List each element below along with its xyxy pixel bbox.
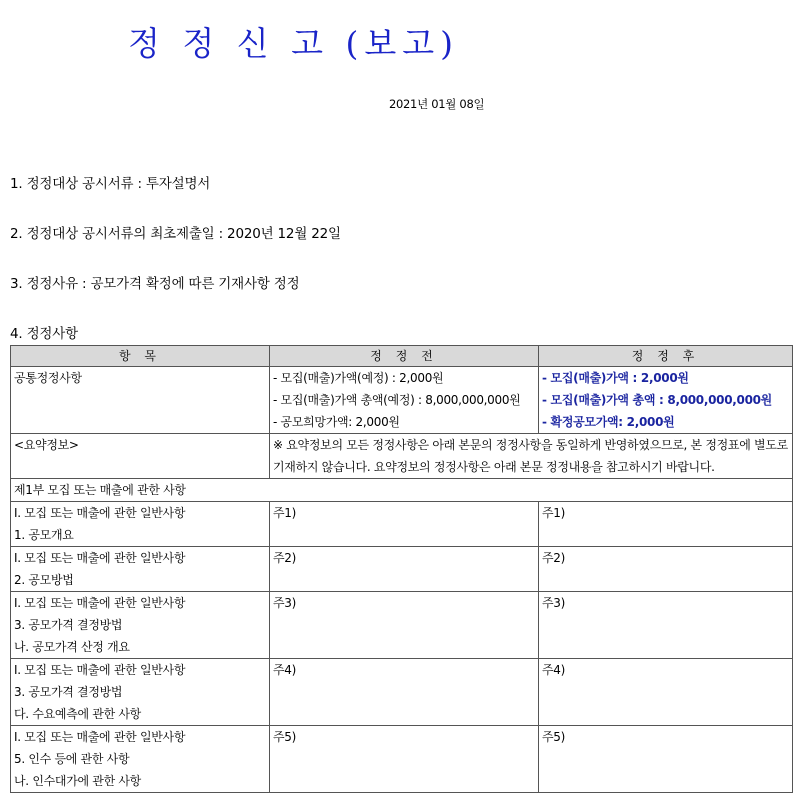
row-item-line: 3. 공모가격 결정방법 xyxy=(14,685,123,699)
row-item-cell xyxy=(11,726,270,793)
row-before-cell: 주4) xyxy=(270,659,539,726)
correction-table xyxy=(10,345,793,793)
item-correction-reason: 3. 정정사유 : 공모가격 확정에 따른 기재사항 정정 xyxy=(10,276,300,292)
row-item-line: I. 모집 또는 매출에 관한 일반사항 xyxy=(14,730,186,744)
row-before-cell: 주3) xyxy=(270,592,539,659)
row-item-line: I. 모집 또는 매출에 관한 일반사항 xyxy=(14,663,186,677)
row-item-line: I. 모집 또는 매출에 관한 일반사항 xyxy=(14,506,186,520)
summary-label: <요약정보> xyxy=(11,434,270,479)
row-item-cell xyxy=(11,502,270,547)
item-correction-details: 4. 정정사항 xyxy=(10,326,78,342)
table-row-summary xyxy=(11,434,793,479)
row-item-line: 5. 인수 등에 관한 사항 xyxy=(14,752,130,766)
header-after: 정 정 후 xyxy=(539,346,793,367)
common-after: - 모집(매출)가액 : 2,000원 - 모집(매출)가액 총액 : 8,000,000,000원 - 확정공모가액: 2,000원 xyxy=(539,367,793,434)
row-item-line: 3. 공모가격 결정방법 xyxy=(14,618,123,632)
part1-header: 제1부 모집 또는 매출에 관한 사항 xyxy=(11,479,793,502)
table-row-part1 xyxy=(11,479,793,502)
row-after-cell: 주4) xyxy=(539,659,793,726)
row-item-cell xyxy=(11,659,270,726)
row-before-cell: 주1) xyxy=(270,502,539,547)
row-item-line: I. 모집 또는 매출에 관한 일반사항 xyxy=(14,551,186,565)
row-item-line: 나. 공모가격 산정 개요 xyxy=(14,640,130,654)
header-before: 정 정 전 xyxy=(270,346,539,367)
row-item-line: 나. 인수대가에 관한 사항 xyxy=(14,774,141,788)
item-target-document: 1. 정정대상 공시서류 : 투자설명서 xyxy=(10,176,211,192)
row-after-cell: 주5) xyxy=(539,726,793,793)
table-row xyxy=(11,547,793,592)
table-row xyxy=(11,502,793,547)
common-label: 공통정정사항 xyxy=(11,367,270,434)
row-after-cell: 주1) xyxy=(539,502,793,547)
row-after-cell: 주2) xyxy=(539,547,793,592)
table-row xyxy=(11,592,793,659)
header-item: 항 목 xyxy=(11,346,270,367)
row-item-line: 2. 공모방법 xyxy=(14,573,74,587)
report-date: 2021년 01월 08일 xyxy=(389,97,485,111)
table-row xyxy=(11,659,793,726)
document-title: 정 정 신 고 (보고) xyxy=(128,24,459,63)
summary-text: ※ 요약정보의 모든 정정사항은 아래 본문의 정정사항을 동일하게 반영하였으므로, 본 정정표에 별도로 기재하지 않습니다. 요약정보의 정정사항은 아래 본문 정정내용을 참고하시기 바랍니다. xyxy=(270,434,793,479)
row-item-line: 다. 수요예측에 관한 사항 xyxy=(14,707,141,721)
table-row-common xyxy=(11,367,793,434)
common-before: - 모집(매출)가액(예정) : 2,000원 - 모집(매출)가액 총액(예정) : 8,000,000,000원 - 공모희망가액: 2,000원 xyxy=(270,367,539,434)
detail-rows xyxy=(11,502,793,793)
row-item-line: 1. 공모개요 xyxy=(14,528,74,542)
row-before-cell: 주2) xyxy=(270,547,539,592)
row-before-cell: 주5) xyxy=(270,726,539,793)
row-item-line: I. 모집 또는 매출에 관한 일반사항 xyxy=(14,596,186,610)
table-header-row xyxy=(11,346,793,367)
row-item-cell xyxy=(11,547,270,592)
item-original-submission-date: 2. 정정대상 공시서류의 최초제출일 : 2020년 12월 22일 xyxy=(10,226,341,242)
row-item-cell xyxy=(11,592,270,659)
row-after-cell: 주3) xyxy=(539,592,793,659)
table-row xyxy=(11,726,793,793)
